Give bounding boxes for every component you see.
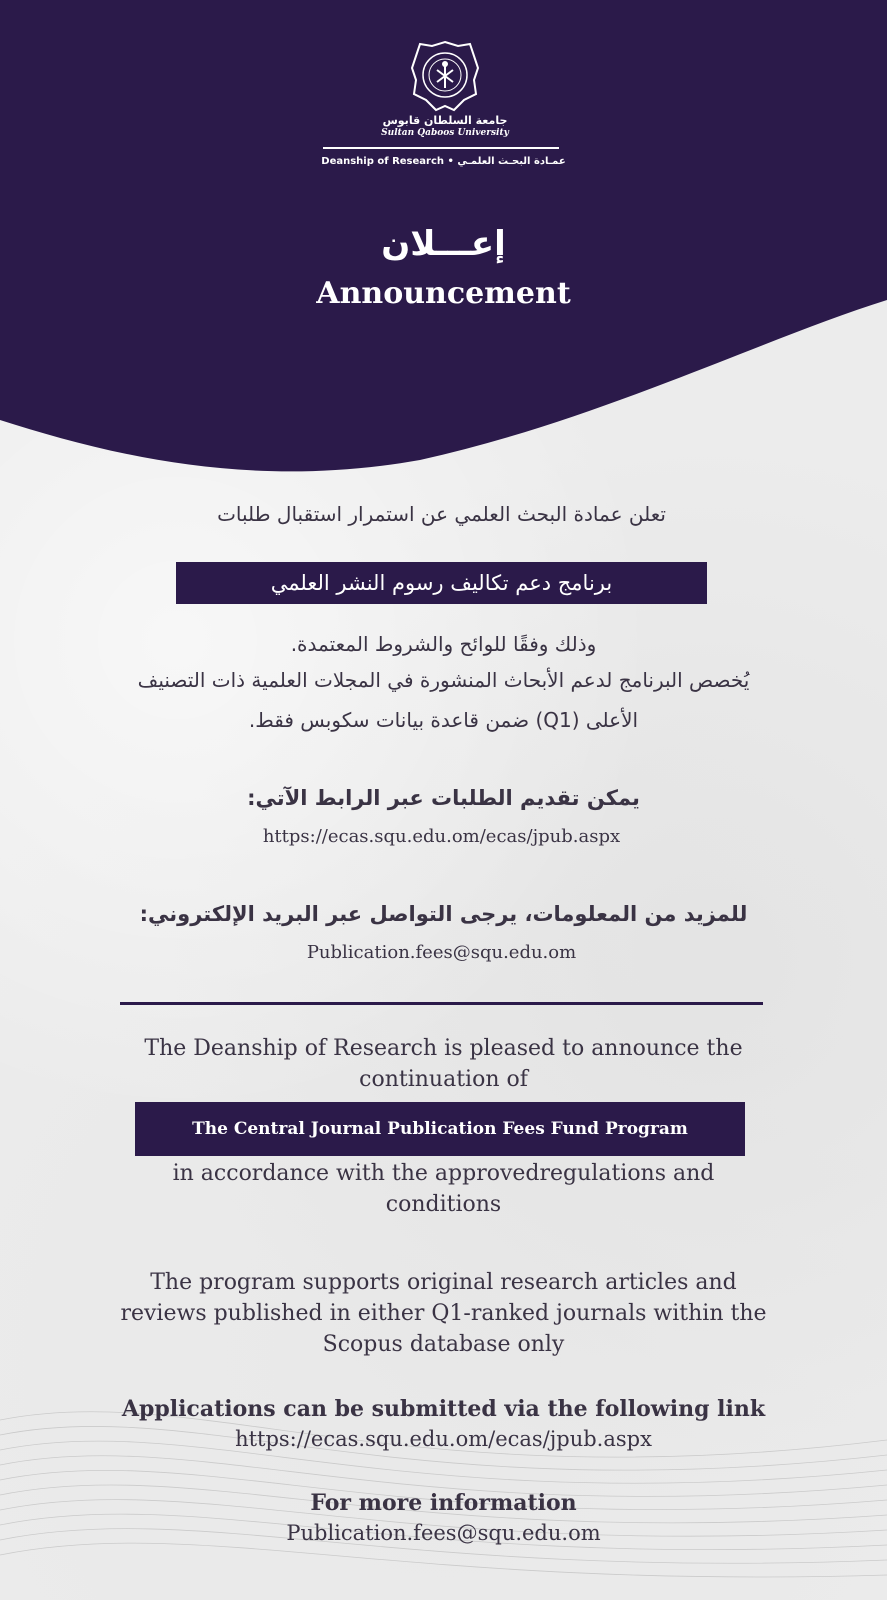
header-divider <box>323 147 559 149</box>
arabic-program-title: برنامج دعم تكاليف رسوم النشر العلمي <box>270 571 613 595</box>
english-program-box <box>135 1102 745 1156</box>
english-apply-link[interactable]: https://ecas.squ.edu.om/ecas/jpub.aspx <box>235 1427 652 1451</box>
arabic-contact-heading: للمزيد من المعلومات، يرجى التواصل عبر البريد الإلكتروني: <box>139 902 748 926</box>
english-info-email[interactable]: Publication.fees@squ.edu.om <box>286 1521 601 1545</box>
section-divider <box>120 1002 763 1005</box>
university-logo-icon <box>410 40 480 112</box>
english-regs-line-1: in accordance with the approvedregulations and <box>172 1161 715 1186</box>
english-regs-line-2: conditions <box>385 1192 502 1217</box>
english-info-heading: For more information <box>310 1490 577 1516</box>
english-intro-line-1: The Deanship of Research is pleased to announce the <box>144 1036 743 1061</box>
english-support-line-3: Scopus database only <box>322 1332 565 1357</box>
arabic-line-3: الأعلى (Q1) ضمن قاعدة بيانات سكوبس فقط. <box>248 708 639 732</box>
arabic-intro: تعلن عمادة البحث العلمي عن استمرار استقبال طلبات <box>217 502 666 526</box>
arabic-contact-email[interactable]: Publication.fees@squ.edu.om <box>306 942 577 963</box>
arabic-apply-heading: يمكن تقديم الطلبات عبر الرابط الآتي: <box>247 786 640 810</box>
arabic-line-1: وذلك وفقًا للوائح والشروط المعتمدة. <box>290 632 597 656</box>
english-support-line-1: The program supports original research articles and <box>150 1270 737 1295</box>
university-name-english: Sultan Qaboos University <box>381 128 509 138</box>
english-support-line-2: reviews published in either Q1-ranked journals within the <box>120 1301 767 1326</box>
english-apply-heading: Applications can be submitted via the following link <box>121 1396 766 1422</box>
arabic-program-box <box>176 562 707 604</box>
announcement-title-arabic: إعـــلان <box>381 224 506 264</box>
arabic-apply-link[interactable]: https://ecas.squ.edu.om/ecas/jpub.aspx <box>262 826 621 847</box>
arabic-line-2: يُخصص البرنامج لدعم الأبحاث المنشورة في المجلات العلمية ذات التصنيف <box>137 668 750 692</box>
announcement-title-english: Announcement <box>316 276 571 311</box>
english-program-title: The Central Journal Publication Fees Fund Program <box>192 1119 688 1139</box>
deanship-label: Deanship of Research • عمـادة البحـث العلمـي <box>321 156 566 167</box>
english-intro-line-2: continuation of <box>359 1067 528 1092</box>
university-name-arabic: جامعة السلطان قابوس <box>382 114 508 127</box>
